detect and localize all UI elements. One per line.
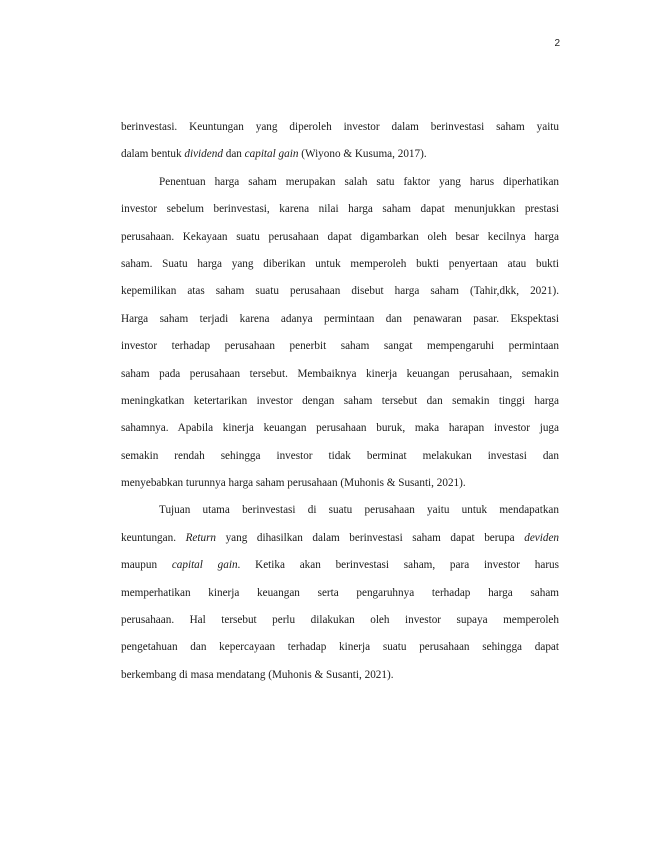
text-line	[121, 148, 559, 160]
text-line	[121, 422, 559, 434]
text-line	[121, 450, 559, 462]
text-run: semakin rendah sehingga investor tidak berminat melakukan investasi dan	[121, 449, 559, 462]
text-run: keuntungan.	[121, 531, 186, 544]
italic-term: capital gain	[171, 559, 238, 572]
italic-term: dividend	[184, 148, 223, 161]
text-run: berinvestasi. Keuntungan yang diperoleh investor dalam berinvestasi saham yaitu	[121, 121, 559, 133]
text-line	[121, 532, 559, 544]
italic-term: deviden	[524, 531, 560, 544]
paragraph	[121, 176, 559, 489]
text-run: yang dihasilkan dalam berinvestasi saham dapat berupa	[216, 531, 525, 544]
text-run: investor terhadap perusahaan penerbit saham sangat mempengaruhi permintaan	[121, 340, 559, 353]
text-line	[121, 587, 559, 599]
text-run: Penentuan harga saham merupakan salah satu faktor yang harus diperhatikan	[159, 175, 559, 188]
text-run: menyebabkan turunnya harga saham perusahaan (Muhonis & Susanti, 2021).	[121, 477, 466, 490]
text-run: dan	[222, 148, 245, 161]
text-line	[121, 285, 559, 297]
text-run: saham. Suatu harga yang diberikan untuk memperoleh bukti penyertaan atau bukti	[121, 257, 559, 270]
text-run: . Ketika akan berinvestasi saham, para investor harus	[237, 559, 559, 572]
text-line	[121, 121, 559, 133]
text-line	[121, 368, 559, 380]
paragraph	[121, 121, 559, 160]
text-line	[121, 313, 559, 325]
text-line	[121, 258, 559, 270]
text-line	[121, 641, 559, 653]
text-run: saham pada perusahaan tersebut. Membaiknya kinerja keuangan perusahaan, semakin	[121, 367, 559, 380]
text-run: pengetahuan dan kepercayaan terhadap kinerja suatu perusahaan sehingga dapat	[121, 641, 559, 654]
text-run: dalam bentuk	[121, 148, 185, 161]
text-run: perusahaan. Hal tersebut perlu dilakukan oleh investor supaya memperoleh	[121, 614, 559, 627]
italic-term: Return	[185, 531, 217, 544]
text-line	[121, 504, 559, 516]
text-line	[121, 669, 559, 681]
text-run: berkembang di masa mendatang (Muhonis & Susanti, 2021).	[121, 668, 394, 681]
text-line	[121, 477, 559, 489]
text-line	[121, 614, 559, 626]
paragraph	[121, 504, 559, 680]
text-line	[121, 395, 559, 407]
text-run: kepemilikan atas saham suatu perusahaan disebut harga saham (Tahir,dkk, 2021).	[121, 285, 559, 298]
text-run: meningkatkan ketertarikan investor dengan saham tersebut dan semakin tinggi harga	[121, 394, 559, 407]
text-run: perusahaan. Kekayaan suatu perusahaan dapat digambarkan oleh besar kecilnya harga	[121, 230, 559, 243]
text-run: Tujuan utama berinvestasi di suatu perusahaan yaitu untuk mendapatkan	[159, 504, 559, 517]
italic-term: capital gain	[244, 148, 299, 161]
document-body	[121, 121, 559, 696]
text-run: investor sebelum berinvestasi, karena nilai harga saham dapat menunjukkan prestasi	[121, 203, 559, 216]
text-line	[121, 340, 559, 352]
text-run: maupun	[121, 559, 172, 572]
text-run: memperhatikan kinerja keuangan serta pengaruhnya terhadap harga saham	[121, 586, 559, 599]
text-line	[121, 176, 559, 188]
text-run: sahamnya. Apabila kinerja keuangan perusahaan buruk, maka harapan investor juga	[121, 422, 559, 435]
text-run: (Wiyono & Kusuma, 2017).	[298, 148, 427, 161]
text-line	[121, 231, 559, 243]
page-number: 2	[554, 38, 560, 49]
text-run: Harga saham terjadi karena adanya permintaan dan penawaran pasar. Ekspektasi	[121, 312, 559, 325]
text-line	[121, 203, 559, 215]
text-line	[121, 559, 559, 571]
